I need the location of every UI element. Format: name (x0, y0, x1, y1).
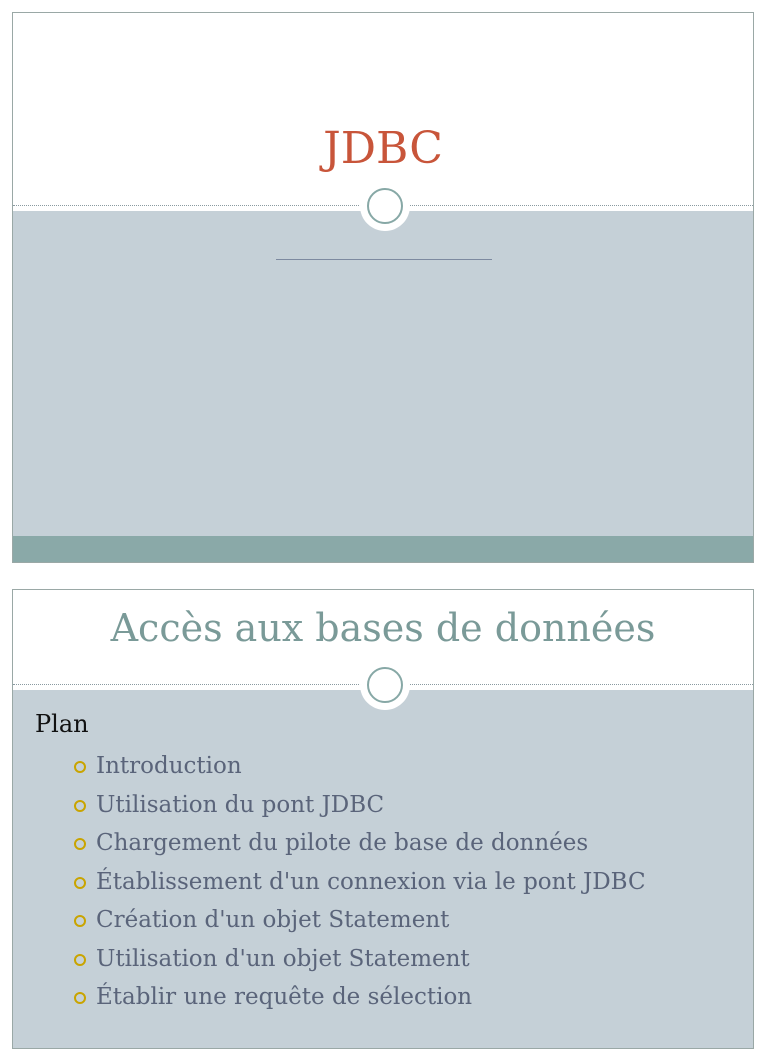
slide-header-area (13, 13, 753, 205)
plan-item (73, 825, 646, 864)
plan-item (73, 787, 646, 826)
subtitle-underline (276, 259, 492, 260)
plan-item (73, 941, 646, 980)
plan-item-label: Introduction (96, 753, 242, 779)
hollow-circle-bullet-icon (74, 761, 86, 773)
plan-list (73, 748, 646, 1018)
hollow-circle-bullet-icon (74, 954, 86, 966)
hollow-circle-bullet-icon (74, 838, 86, 850)
slide-title-jdbc (12, 12, 754, 563)
plan-item-label: Utilisation du pont JDBC (96, 791, 385, 818)
plan-item (73, 902, 646, 941)
plan-item (73, 979, 646, 1018)
plan-heading: Plan (35, 710, 89, 738)
hollow-circle-bullet-icon (74, 800, 86, 812)
slide-footer-bar (13, 536, 753, 563)
slide-acces-bases (12, 589, 754, 1049)
hollow-circle-bullet-icon (74, 877, 86, 889)
plan-item-label: Chargement du pilote de base de données (96, 830, 589, 856)
slide-title: Accès aux bases de données (110, 606, 656, 650)
plan-item (73, 748, 646, 787)
plan-item-label: Utilisation d'un objet Statement (96, 945, 470, 972)
plan-item-label: Création d'un objet Statement (96, 907, 450, 933)
divider-ring-icon (360, 181, 410, 231)
plan-item (73, 864, 646, 903)
hollow-circle-bullet-icon (74, 992, 86, 1004)
hollow-circle-bullet-icon (74, 915, 86, 927)
divider-ring-icon (360, 660, 410, 710)
plan-item-label: Établissement d'un connexion via le pont JDBC (96, 868, 646, 895)
plan-item-label: Établir une requête de sélection (96, 984, 473, 1010)
slide-title: JDBC (323, 123, 443, 174)
